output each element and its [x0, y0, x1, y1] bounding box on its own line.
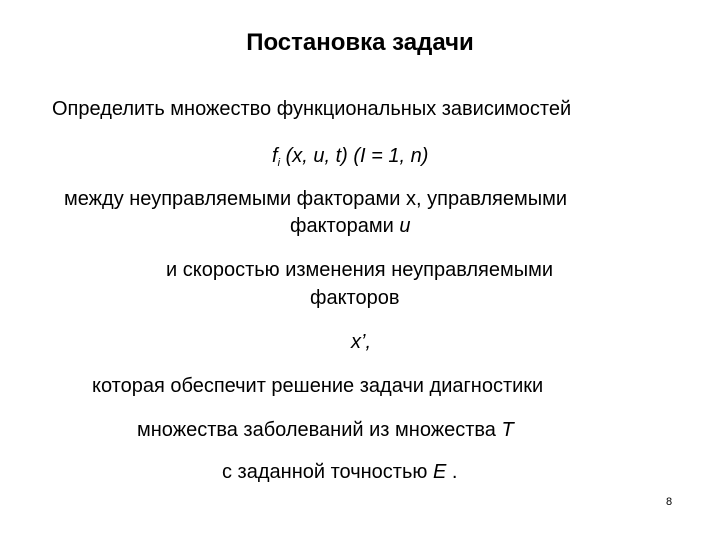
- formula-args: (x, u, t) (I = 1, n): [280, 145, 429, 167]
- text-line-10-end: .: [446, 461, 458, 483]
- text-line-10: [222, 460, 457, 484]
- variable-e: E: [432, 461, 447, 483]
- text-line-3: между неуправляемыми факторами x, управляемыми: [64, 188, 568, 210]
- text-line-4-text: факторами: [290, 215, 400, 237]
- variable-x-prime: x’,: [351, 331, 371, 353]
- text-line-9: [137, 418, 514, 442]
- text-line-1: Определить множество функциональных зависимостей: [52, 98, 572, 120]
- variable-t: T: [501, 419, 514, 441]
- page-number: 8: [666, 496, 673, 508]
- formula-function: f: [272, 145, 278, 167]
- slide-title: Постановка задачи: [246, 29, 474, 56]
- text-line-8: которая обеспечит решение задачи диагностики: [92, 375, 544, 397]
- formula-subscript: i: [277, 157, 281, 169]
- text-line-4: [290, 214, 410, 238]
- text-line-5: и скоростью изменения неуправляемыми: [166, 259, 554, 281]
- text-line-9-text: множества заболеваний из множества: [137, 419, 502, 441]
- text-line-6: факторов: [310, 287, 400, 309]
- variable-u: u: [399, 215, 411, 237]
- text-line-10-text: с заданной точностью: [222, 461, 433, 483]
- formula-line: [272, 144, 428, 175]
